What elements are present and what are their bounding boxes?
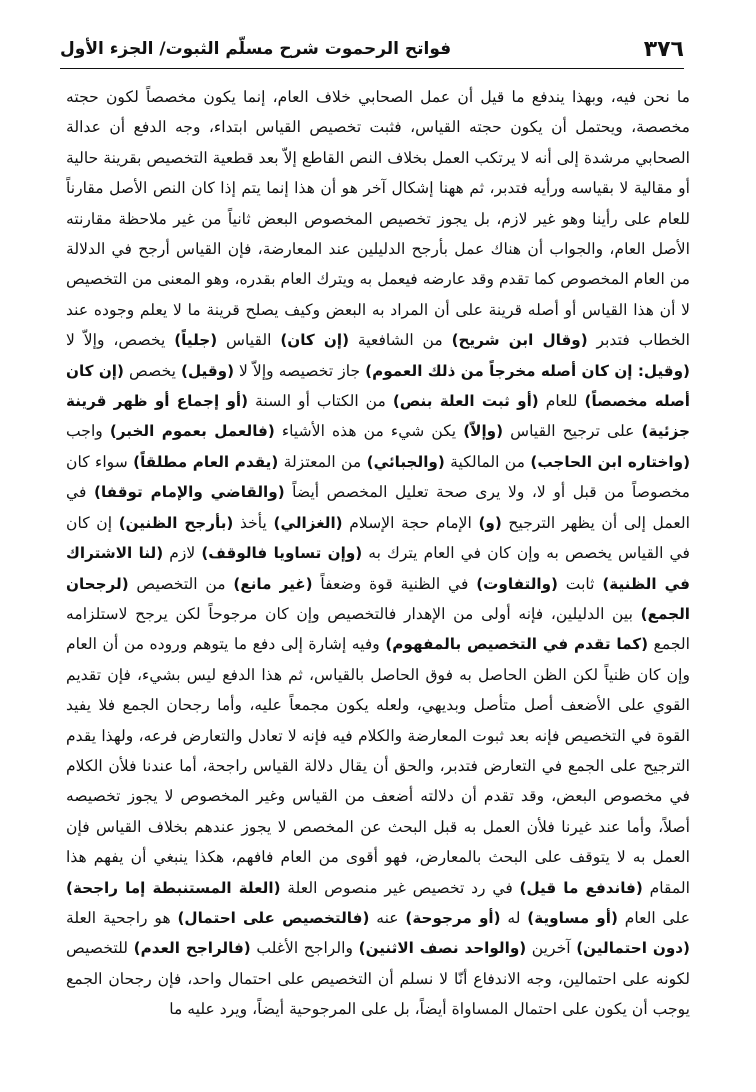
matn-quote: (أو إجماع أو ظهر قرينة جزئية) xyxy=(66,392,690,441)
matn-quote: (أو مساوية) xyxy=(527,908,618,927)
commentary-text: واجب xyxy=(66,422,110,441)
commentary-text: جاز تخصيصه وإلاّ لا xyxy=(234,361,366,380)
matn-quote: (و) xyxy=(478,513,502,532)
commentary-text: في العمل إلى أن يظهر الترجيح xyxy=(66,483,690,532)
commentary-text: في رد تخصيص غير منصوص العلة xyxy=(280,878,520,897)
matn-quote: (فالتخصيص على احتمال) xyxy=(177,908,370,927)
commentary-text: في الظنية قوة وضعفاً xyxy=(312,574,477,593)
matn-quote: (لرجحان الجمع) xyxy=(66,574,690,623)
commentary-text: يخصص، وإلاّ لا xyxy=(66,331,175,350)
matn-quote: (فاندفع ما قيل) xyxy=(519,878,643,897)
matn-quote: (والقاضي والإمام توقفا) xyxy=(94,483,285,502)
matn-quote: (الغزالي) xyxy=(273,513,343,532)
commentary-text: عنه xyxy=(369,908,406,927)
matn-quote: (جلياً) xyxy=(174,331,218,350)
matn-quote: (وقال ابن شريح) xyxy=(451,331,588,350)
commentary-text: على العام xyxy=(617,908,690,927)
header-rule xyxy=(60,68,684,69)
matn-quote: (إن كان أصله مخصصاً) xyxy=(66,361,690,411)
commentary-text: للعام xyxy=(538,392,585,411)
matn-quote: (يقدم العام مطلقاً) xyxy=(133,452,279,471)
commentary-text: ما نحن فيه، وبهذا يندفع ما قيل أن عمل الصحابي خلاف العام، إنما يكون مخصصاً لكون حجته مخصصة، ويحتمل أن يكون حجته القياس، فثبت تخصيص القياس ابتداء، وجه الدفع أن عدالة الصحابي مرشدة إلى أنه لا يرتكب العمل بخلاف النص القاطع إلاّ بعد قطعية التخصيص بقرينة حالية أو مقالية لا بقياسه ورأيه فتدبر، ثم ههنا إشكال آخر هو أن هذا إنما يتم إذا كان النص الأصل مقارناً للعام على رأينا وهو غير لازم، بل يجوز تخصيص المخصوص البعض ثانياً من غير ملاحظة مقارنته الأصل العام، والجواب أن هناك عمل بأرجح الدليلين عند المعارضة، فإن القياس أرجح في الدلالة من العام المخصوص كما تقدم وقد عارضه فيعمل به ويترك العام بقدره، وهو المعنى من التخصيص لا أن هذا القياس أو أصله قرينة على أن المراد به البعض وكيف يصلح قرينة ما لا يعلم وجوده عند الخطاب فتدبر xyxy=(66,88,690,350)
matn-quote: (فالعمل بعموم الخبر) xyxy=(109,422,275,441)
matn-quote: (بأرجح الظنين) xyxy=(118,513,234,532)
commentary-text: من الشافعية xyxy=(349,331,452,350)
commentary-text: الإمام حجة الإسلام xyxy=(342,513,479,532)
commentary-text: من الكتاب أو السنة xyxy=(248,392,393,411)
matn-quote: (كما تقدم في التخصيص بالمفهوم) xyxy=(385,635,649,654)
matn-quote: (دون احتمالين) xyxy=(576,939,690,958)
commentary-text: بين الدليلين، فإنه أولى من الإهدار فالتخصيص وإن كان مرجوحاً لكن يرجح لاستلزامه الجمع xyxy=(66,604,690,654)
commentary-text: إن كان في القياس يخصص به وإن كان في العام يترك به xyxy=(66,513,690,563)
matn-quote: (والجبائي) xyxy=(366,452,445,471)
commentary-text: ثابت xyxy=(558,574,603,593)
matn-quote: (لنا الاشتراك في الظنية) xyxy=(66,544,690,593)
matn-quote: (والواحد نصف الاثنين) xyxy=(358,939,527,958)
matn-quote: (وقيل: إن كان أصله مخرجاً من ذلك العموم) xyxy=(365,361,690,380)
commentary-text: له xyxy=(500,908,528,927)
matn-quote: (والتفاوت) xyxy=(476,574,558,593)
commentary-text: لازم xyxy=(163,544,202,563)
matn-quote: (فالراجح العدم) xyxy=(133,939,251,958)
matn-quote: (العلة المستنبطة إما راجحة) xyxy=(66,878,281,897)
commentary-text: من التخصيص xyxy=(128,574,234,593)
page-number: ٣٧٦ xyxy=(643,36,684,62)
matn-quote: (وإلاّ) xyxy=(463,422,504,441)
book-title: فواتح الرحموت شرح مسلّم الثبوت/ الجزء الأول xyxy=(60,39,452,59)
matn-quote: (أو ثبت العلة بنص) xyxy=(392,392,539,411)
running-head xyxy=(60,34,684,64)
commentary-text: آخرين xyxy=(526,939,577,958)
commentary-text: يكن شيء من هذه الأشياء xyxy=(274,422,464,441)
matn-quote: (واختاره ابن الحاجب) xyxy=(530,452,690,471)
commentary-text: والراجح الأغلب xyxy=(250,939,359,958)
matn-quote: (غير مانع) xyxy=(233,574,313,593)
matn-quote: (وقيل) xyxy=(181,361,235,380)
commentary-text: يخصص xyxy=(123,361,181,380)
matn-quote: (وإن تساويا فالوقف) xyxy=(201,544,363,563)
commentary-text: للتخصيص لكونه على احتمالين، وجه الاندفاع أنّا لا نسلم أن التخصيص على احتمال واحد، فإن رجحان الجمع يوجب أن يكون على احتمال المساواة أيضاً، بل على المرجوحية أيضاً، ويرد عليه ما xyxy=(66,939,690,1019)
commentary-text: هو راجحية العلة xyxy=(66,908,178,927)
commentary-text: من المالكية xyxy=(444,452,531,471)
commentary-text: سواء كان مخصوصاً من قبل أو لا، ولا يرى صحة تعليل المخصص أيضاً xyxy=(66,452,690,502)
matn-quote: (أو مرجوحة) xyxy=(405,908,501,927)
body-text xyxy=(66,82,690,1078)
commentary-text: القياس xyxy=(217,331,281,350)
commentary-text: على ترجيح القياس xyxy=(503,422,642,441)
matn-quote: (إن كان) xyxy=(280,331,350,350)
commentary-text: وفيه إشارة إلى دفع ما يتوهم وروده من أن العام وإن كان ظنياً لكن الظن الحاصل به فوق الحاصل بالقياس، ثم هذا الدفع ليس بشيء، فإن تقديم القوي على الأضعف أصل متأصل وبديهي، ولعله يكون مجمعاً عليه، وأما رجحان الجمع فلا يفيد القوة في التخصيص فإنه بعد ثبوت المعارضة والكلام فيه فإنه لا تعادل والتعارض فرعه، ولهذا يقدم الترجيح على الجمع في التعارض فتدبر، والحق أن يقال دلالة القياس راجحة، أما عندنا فلأن الكلام في مخصوص البعض، وقد تقدم أن دلالته أضعف من القياس وغير المخصوص لا يجوز تخصيصه أصلاً، وأما عند غيرنا فلأن العمل به قبل البحث عن المخصص لا يجوز عندهم بخلاف القياس فإن العمل به لا يتوقف على البحث بالمعارض، فهو أقوى من العام فافهم، هكذا ينبغي أن يفهم هذا المقام xyxy=(66,635,690,897)
commentary-text: يأخذ xyxy=(233,513,274,532)
commentary-text: من المعتزلة xyxy=(278,452,367,471)
